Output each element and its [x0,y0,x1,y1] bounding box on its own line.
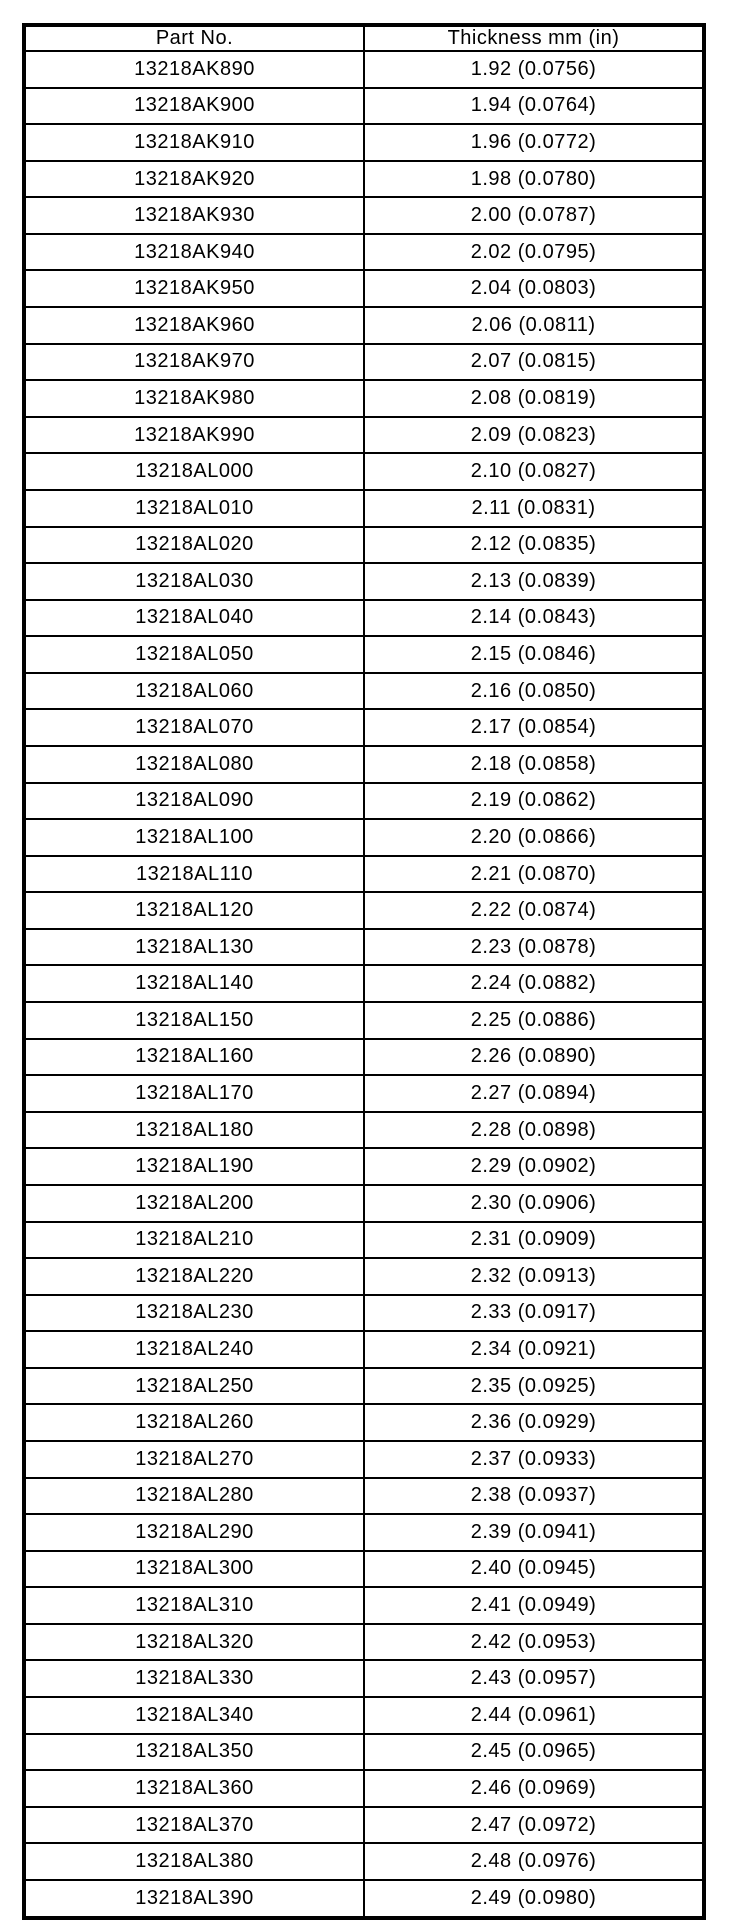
thickness-cell: 2.11 (0.0831) [364,490,704,527]
thickness-cell: 2.40 (0.0945) [364,1551,704,1588]
table-row [24,1514,704,1551]
parts-thickness-table [22,23,706,1920]
part-no-cell: 13218AL040 [24,600,364,637]
table-row [24,1624,704,1661]
table-row [24,819,704,856]
thickness-cell: 2.23 (0.0878) [364,929,704,966]
part-no-cell: 13218AL330 [24,1660,364,1697]
part-no-cell: 13218AL390 [24,1880,364,1918]
part-no-cell: 13218AL340 [24,1697,364,1734]
table-row [24,270,704,307]
table-row [24,673,704,710]
table-row [24,161,704,198]
thickness-cell: 2.21 (0.0870) [364,856,704,893]
part-no-cell: 13218AL110 [24,856,364,893]
thickness-cell: 1.94 (0.0764) [364,88,704,125]
part-no-cell: 13218AL300 [24,1551,364,1588]
table-row [24,1660,704,1697]
thickness-cell: 2.30 (0.0906) [364,1185,704,1222]
thickness-cell: 2.37 (0.0933) [364,1441,704,1478]
part-no-cell: 13218AL360 [24,1770,364,1807]
table-body [24,51,704,1918]
table-row [24,1295,704,1332]
part-no-cell: 13218AL280 [24,1478,364,1515]
part-no-cell: 13218AL030 [24,563,364,600]
table-row [24,344,704,381]
part-no-cell: 13218AL100 [24,819,364,856]
part-no-cell: 13218AL000 [24,453,364,490]
table-row [24,636,704,673]
part-no-cell: 13218AK950 [24,270,364,307]
thickness-cell: 2.10 (0.0827) [364,453,704,490]
thickness-cell: 2.24 (0.0882) [364,965,704,1002]
part-no-cell: 13218AL130 [24,929,364,966]
thickness-cell: 2.09 (0.0823) [364,417,704,454]
table-row [24,1441,704,1478]
table-row [24,892,704,929]
part-no-cell: 13218AL120 [24,892,364,929]
part-no-cell: 13218AL250 [24,1368,364,1405]
thickness-cell: 2.33 (0.0917) [364,1295,704,1332]
table-row [24,563,704,600]
thickness-cell: 2.22 (0.0874) [364,892,704,929]
thickness-cell: 2.35 (0.0925) [364,1368,704,1405]
table-row [24,709,704,746]
thickness-cell: 2.31 (0.0909) [364,1222,704,1259]
thickness-cell: 2.29 (0.0902) [364,1148,704,1185]
table-row [24,856,704,893]
table-row [24,929,704,966]
table-row [24,527,704,564]
table-row [24,307,704,344]
part-no-cell: 13218AL010 [24,490,364,527]
thickness-cell: 2.00 (0.0787) [364,197,704,234]
thickness-cell: 2.27 (0.0894) [364,1075,704,1112]
table-row [24,1368,704,1405]
table-row [24,1258,704,1295]
table-row [24,600,704,637]
part-no-cell: 13218AL050 [24,636,364,673]
thickness-cell: 1.92 (0.0756) [364,51,704,88]
part-no-cell: 13218AK930 [24,197,364,234]
table-row [24,51,704,88]
part-no-cell: 13218AK920 [24,161,364,198]
part-no-cell: 13218AK910 [24,124,364,161]
part-no-cell: 13218AL240 [24,1331,364,1368]
part-no-cell: 13218AK900 [24,88,364,125]
part-no-cell: 13218AL220 [24,1258,364,1295]
table-row [24,1075,704,1112]
thickness-cell: 2.47 (0.0972) [364,1807,704,1844]
part-no-cell: 13218AL260 [24,1404,364,1441]
table-row [24,746,704,783]
thickness-cell: 2.48 (0.0976) [364,1843,704,1880]
thickness-cell: 2.28 (0.0898) [364,1112,704,1149]
part-no-cell: 13218AL140 [24,965,364,1002]
table-row [24,380,704,417]
part-no-cell: 13218AL160 [24,1039,364,1076]
thickness-cell: 2.44 (0.0961) [364,1697,704,1734]
part-no-cell: 13218AL350 [24,1734,364,1771]
table-row [24,1697,704,1734]
table-row [24,1734,704,1771]
thickness-cell: 2.42 (0.0953) [364,1624,704,1661]
table-row [24,1770,704,1807]
part-no-cell: 13218AK980 [24,380,364,417]
thickness-cell: 2.34 (0.0921) [364,1331,704,1368]
thickness-cell: 2.12 (0.0835) [364,527,704,564]
thickness-cell: 2.20 (0.0866) [364,819,704,856]
table-row [24,453,704,490]
part-no-cell: 13218AL150 [24,1002,364,1039]
part-no-cell: 13218AL070 [24,709,364,746]
thickness-cell: 2.39 (0.0941) [364,1514,704,1551]
part-no-cell: 13218AL190 [24,1148,364,1185]
part-no-cell: 13218AL270 [24,1441,364,1478]
thickness-cell: 2.36 (0.0929) [364,1404,704,1441]
table-row [24,1148,704,1185]
part-no-cell: 13218AK960 [24,307,364,344]
table-row [24,234,704,271]
thickness-cell: 2.06 (0.0811) [364,307,704,344]
table-row [24,1222,704,1259]
part-no-cell: 13218AL090 [24,783,364,820]
thickness-cell: 2.43 (0.0957) [364,1660,704,1697]
part-no-cell: 13218AK890 [24,51,364,88]
thickness-cell: 2.04 (0.0803) [364,270,704,307]
thickness-cell: 2.38 (0.0937) [364,1478,704,1515]
header-row [24,25,704,51]
table-row [24,1331,704,1368]
part-no-cell: 13218AK990 [24,417,364,454]
thickness-cell: 1.96 (0.0772) [364,124,704,161]
thickness-cell: 2.32 (0.0913) [364,1258,704,1295]
part-no-cell: 13218AL370 [24,1807,364,1844]
table-row [24,965,704,1002]
thickness-cell: 2.25 (0.0886) [364,1002,704,1039]
part-no-cell: 13218AL310 [24,1587,364,1624]
table-row [24,1551,704,1588]
table-row [24,1880,704,1918]
table-row [24,1843,704,1880]
thickness-cell: 2.15 (0.0846) [364,636,704,673]
part-no-cell: 13218AL060 [24,673,364,710]
thickness-cell: 2.26 (0.0890) [364,1039,704,1076]
part-no-cell: 13218AL210 [24,1222,364,1259]
table-row [24,197,704,234]
thickness-cell: 1.98 (0.0780) [364,161,704,198]
table-row [24,1039,704,1076]
table-row [24,124,704,161]
column-header-thickness: Thickness mm (in) [364,25,704,51]
parts-thickness-table-container [22,23,706,1920]
part-no-cell: 13218AL230 [24,1295,364,1332]
table-row [24,1002,704,1039]
table-row [24,1185,704,1222]
thickness-cell: 2.02 (0.0795) [364,234,704,271]
part-no-cell: 13218AL080 [24,746,364,783]
thickness-cell: 2.41 (0.0949) [364,1587,704,1624]
table-row [24,1587,704,1624]
part-no-cell: 13218AL320 [24,1624,364,1661]
table-row [24,783,704,820]
thickness-cell: 2.16 (0.0850) [364,673,704,710]
thickness-cell: 2.45 (0.0965) [364,1734,704,1771]
column-header-part-no: Part No. [24,25,364,51]
thickness-cell: 2.19 (0.0862) [364,783,704,820]
thickness-cell: 2.46 (0.0969) [364,1770,704,1807]
thickness-cell: 2.08 (0.0819) [364,380,704,417]
table-row [24,1404,704,1441]
part-no-cell: 13218AK970 [24,344,364,381]
thickness-cell: 2.14 (0.0843) [364,600,704,637]
part-no-cell: 13218AK940 [24,234,364,271]
thickness-cell: 2.07 (0.0815) [364,344,704,381]
thickness-cell: 2.49 (0.0980) [364,1880,704,1918]
table-row [24,88,704,125]
table-row [24,1478,704,1515]
table-row [24,417,704,454]
table-row [24,1807,704,1844]
thickness-cell: 2.18 (0.0858) [364,746,704,783]
thickness-cell: 2.13 (0.0839) [364,563,704,600]
part-no-cell: 13218AL170 [24,1075,364,1112]
thickness-cell: 2.17 (0.0854) [364,709,704,746]
part-no-cell: 13218AL180 [24,1112,364,1149]
part-no-cell: 13218AL380 [24,1843,364,1880]
table-row [24,1112,704,1149]
part-no-cell: 13218AL290 [24,1514,364,1551]
table-row [24,490,704,527]
part-no-cell: 13218AL020 [24,527,364,564]
part-no-cell: 13218AL200 [24,1185,364,1222]
